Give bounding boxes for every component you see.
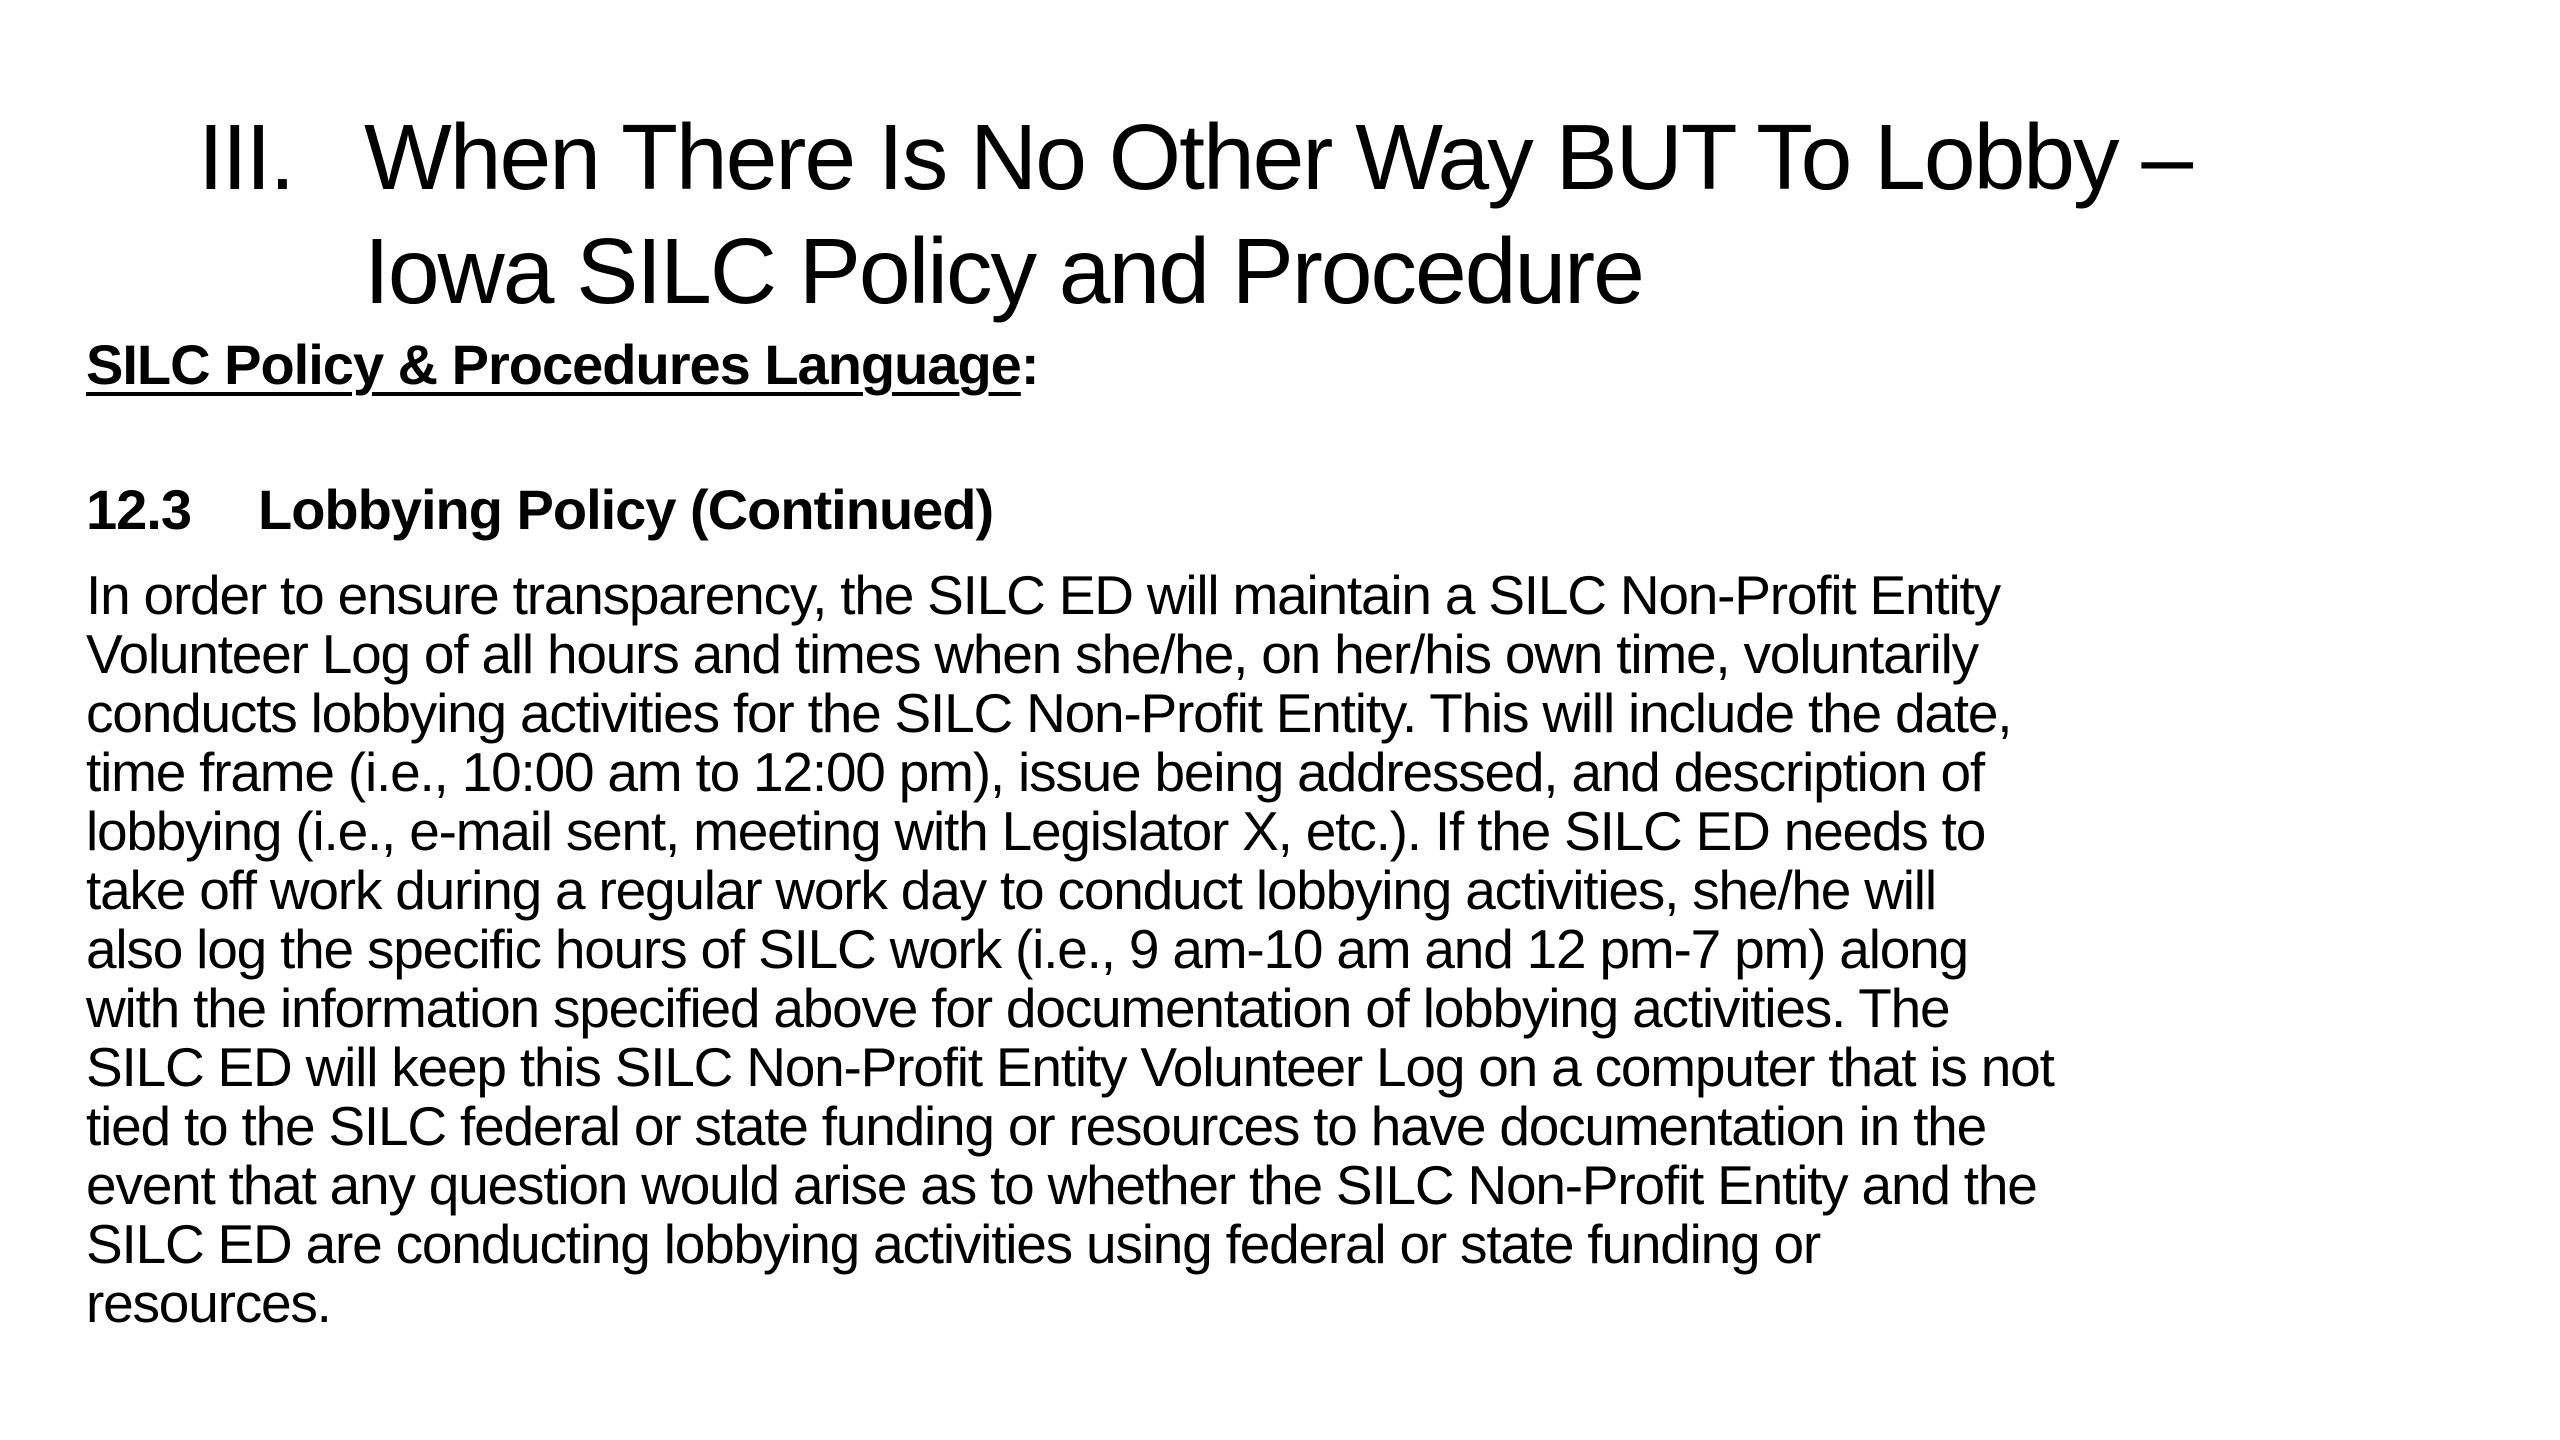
policy-language-heading-text: SILC Policy & Procedures Language <box>86 333 1021 396</box>
body-line: lobbying (i.e., e-mail sent, meeting with Legislator X, etc.). If the SILC ED needs to <box>86 800 1986 862</box>
policy-language-heading-colon: : <box>1020 333 1039 396</box>
policy-body-paragraph <box>86 566 2506 1333</box>
body-line: also log the specific hours of SILC work (i.e., 9 am-10 am and 12 pm-7 pm) along <box>86 918 1968 980</box>
policy-language-heading <box>86 330 1038 400</box>
body-line: event that any question would arise as to whether the SILC Non-Profit Entity and the <box>86 1154 2037 1216</box>
section-number: 12.3 <box>86 478 191 541</box>
title-number: III. <box>198 105 294 209</box>
body-line: SILC ED are conducting lobbying activities using federal or state funding or <box>86 1213 1821 1275</box>
section-title: Lobbying Policy (Continued) <box>258 478 994 541</box>
body-line: conducts lobbying activities for the SILC Non-Profit Entity. This will include the date, <box>86 682 2012 744</box>
body-line: In order to ensure transparency, the SILC ED will maintain a SILC Non-Profit Entity <box>86 564 2000 626</box>
body-line: with the information specified above for documentation of lobbying activities. The <box>86 977 1950 1039</box>
title-line-1: When There Is No Other Way BUT To Lobby – <box>364 105 2192 209</box>
title-line-2: Iowa SILC Policy and Procedure <box>364 219 1643 323</box>
section-heading <box>86 475 993 545</box>
body-line: resources. <box>86 1272 331 1334</box>
body-line: time frame (i.e., 10:00 am to 12:00 pm), issue being addressed, and description of <box>86 741 1984 803</box>
slide-title <box>198 100 2418 328</box>
body-line: Volunteer Log of all hours and times when she/he, on her/his own time, voluntarily <box>86 623 1978 685</box>
body-line: tied to the SILC federal or state funding or resources to have documentation in the <box>86 1095 1986 1157</box>
body-line: SILC ED will keep this SILC Non-Profit Entity Volunteer Log on a computer that is not <box>86 1036 2054 1098</box>
body-line: take off work during a regular work day to conduct lobbying activities, she/he will <box>86 859 1936 921</box>
